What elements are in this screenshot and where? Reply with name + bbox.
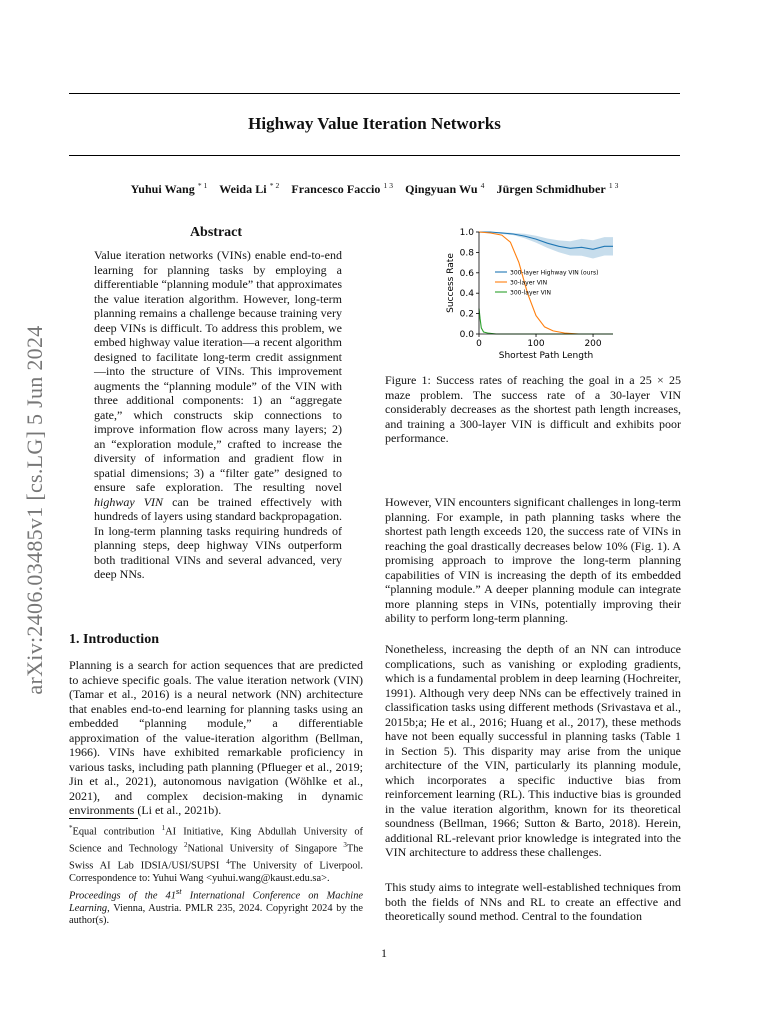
abstract-part-2: can be trained effectively with hundreds of layers using standard backpropagation. In long-term planning tasks requiring hundreds of planning steps, deep highway VINs outperform both traditional VINs and several advanced, very deep NNs. bbox=[94, 494, 342, 581]
chart-y-label: Success Rate bbox=[446, 253, 456, 313]
top-rule bbox=[69, 93, 680, 94]
intro-paragraph-right-1: However, VIN encounters significant challenges in long-term planning. For example, in path planning tasks where the shortest path length exceeds 120, the success rate of VINs in reaching the goal drastically decreases below 10% (Fig. 1). A promising approach to improve the long-term planning capabilities of VIN is increasing the depth of its embedded “planning module.” A deeper planning module can integrate more planning steps in VINs, potentially improving their ability to perform long-term planning. bbox=[385, 495, 681, 625]
author-affiliation: * 1 bbox=[197, 181, 208, 190]
author-name: Francesco Faccio bbox=[291, 182, 381, 196]
abstract-text bbox=[94, 248, 342, 582]
chart-legend-label: 30-layer VIN bbox=[510, 279, 548, 287]
footnote-mark: * bbox=[69, 824, 73, 832]
author-list bbox=[69, 181, 680, 197]
footnote-text: Equal contribution bbox=[72, 826, 162, 838]
arxiv-stamp-text: arXiv:2406.03485v1 [cs.LG] 5 Jun 2024 bbox=[22, 325, 47, 695]
intro-paragraph-right-3: This study aims to integrate well-established techniques from both the fields of NNs and RL to create an effective and theoretically sound method. Central to the foundation bbox=[385, 880, 681, 923]
proceedings-italic: International Conference on Machine Learning bbox=[69, 890, 364, 914]
chart-series-line-2 bbox=[479, 309, 613, 335]
chart-y-tick-label: 0.2 bbox=[459, 309, 474, 320]
footnote-text: AI Initiative, King Abdullah University of Science and Technology bbox=[69, 826, 363, 855]
footnote bbox=[69, 822, 363, 885]
chart-legend bbox=[495, 270, 598, 297]
author-name: Yuhui Wang bbox=[130, 182, 195, 196]
proceedings-note bbox=[69, 885, 363, 928]
author-affiliation: 1 3 bbox=[383, 181, 394, 190]
chart-legend-label: 300-layer Highway VIN (ours) bbox=[510, 269, 599, 277]
chart-x-tick-label: 100 bbox=[527, 339, 545, 349]
footnote-text: The Swiss AI Lab IDSIA/USI/SUPSI bbox=[69, 843, 363, 872]
chart-y-tick-label: 0.8 bbox=[459, 248, 474, 259]
abstract-part-1: Value iteration networks (VINs) enable end-to-end learning for planning tasks by employing a differentiable “planning module” that approximates the value iteration algorithm. However, long-term planning remains a challenge because training very deep VINs is difficult. To address this problem, we embed highway value iteration—a recent algorithm designed to facilitate long-term credit assignment—into the structure of VINs. This improvement augments the “planning module” of the VIN with three additional components: 1) an “aggregate gate,” which constructs skip connections to improve information flow across many layers; 2) an “exploration module,” crafted to increase the diversity of information and gradient flow in spatial dimensions; 3) a “filter gate” designed to ensure safe exploration. The resulting novel bbox=[94, 248, 342, 494]
chart-y-tick-label: 0.6 bbox=[459, 268, 474, 279]
proceedings-sup: st bbox=[175, 886, 182, 896]
footnote-text: The University of Liverpool. Correspondence to: Yuhui Wang <yuhui.wang@kaust.edu.sa>. bbox=[69, 860, 363, 884]
chart-x-label: Shortest Path Length bbox=[498, 351, 594, 361]
chart-y-tick-label: 0.4 bbox=[459, 289, 474, 300]
chart-x-tick-label: 0 bbox=[476, 339, 482, 349]
page-number: 1 bbox=[381, 946, 387, 960]
author-affiliation: 4 bbox=[480, 181, 485, 190]
footnote-mark: 1 bbox=[161, 824, 166, 832]
author-name: Jürgen Schmidhuber bbox=[496, 182, 606, 196]
footnote-mark: 2 bbox=[184, 840, 188, 849]
figure-1-caption: Figure 1: Success rates of reaching the goal in a 25 × 25 maze problem. The success rate of a 30-layer VIN considerably decreases as the shortest path length increases, and training a 300-layer VIN is difficult and exhibits poor performance. bbox=[385, 373, 681, 445]
footnote-mark: 4 bbox=[226, 857, 230, 866]
author-name: Qingyuan Wu bbox=[405, 182, 478, 196]
author-name: Weida Li bbox=[219, 182, 267, 196]
abstract-italic: highway VIN bbox=[94, 494, 164, 509]
proceedings-text: , Vienna, Austria. PMLR 235, 2024. Copyright 2024 by the author(s). bbox=[69, 902, 363, 927]
abstract-heading: Abstract bbox=[189, 225, 243, 240]
chart-legend-label: 300-layer VIN bbox=[510, 289, 551, 297]
arxiv-stamp bbox=[22, 300, 48, 720]
title-rule bbox=[69, 155, 680, 156]
paper-title: Highway Value Iteration Networks bbox=[248, 114, 501, 133]
chart-y-tick-label: 1.0 bbox=[459, 228, 474, 238]
chart-x-tick-label: 200 bbox=[584, 339, 602, 349]
footnote-text: National University of Singapore bbox=[187, 843, 344, 855]
section-heading-introduction: 1. Introduction bbox=[69, 632, 159, 647]
footnote-rule bbox=[69, 818, 138, 819]
author-affiliation: * 2 bbox=[269, 181, 280, 190]
chart-confidence-band bbox=[479, 232, 613, 259]
chart-y-tick-label: 0.0 bbox=[459, 330, 474, 340]
proceedings-italic: Proceedings of the 41 bbox=[69, 890, 176, 902]
intro-paragraph-right-2: Nonetheless, increasing the depth of an NN can introduce complications, such as vanishing or exploding gradients, which is a fundamental problem in deep learning (Hochreiter, 1991). Although very deep NNs can be effectively trained in classification tasks using different methods (Srivastava et al., 2015b;a; He et al., 2016; Huang et al., 2017), these methods have not been equally successful in planning tasks (Table 1 in Section 5). This disparity may arise from the unique architecture of the VIN, particularly its planning module, which incorporates a specific inductive bias from reinforcement learning (RL). This inductive bias is grounded in the value iteration algorithm, known for its theoretical soundness (Bellman, 1966; Sutton & Barto, 2018). Herein, additional RL-relevant prior knowledge is integrated into the VIN architecture to address these challenges. bbox=[385, 642, 681, 859]
footnote-mark: 3 bbox=[343, 840, 347, 849]
intro-paragraph-left: Planning is a search for action sequences that are predicted to achieve specific goals. The value iteration network (VIN) (Tamar et al., 2016) is a neural network (NN) architecture that enables end-to-end learning for planning tasks using an embedded “planning module,” a differentiable approximation of the value-iteration algorithm (Bellman, 1966). VINs have exhibited remarkable proficiency in various tasks, including path planning (Pflueger et al., 2019; Jin et al., 2021), autonomous navigation (Wöhlke et al., 2021), and complex decision-making in dynamic environments (Li et al., 2021b). bbox=[69, 658, 363, 817]
figure-1-chart bbox=[435, 222, 625, 364]
author-affiliation: 1 3 bbox=[608, 181, 619, 190]
